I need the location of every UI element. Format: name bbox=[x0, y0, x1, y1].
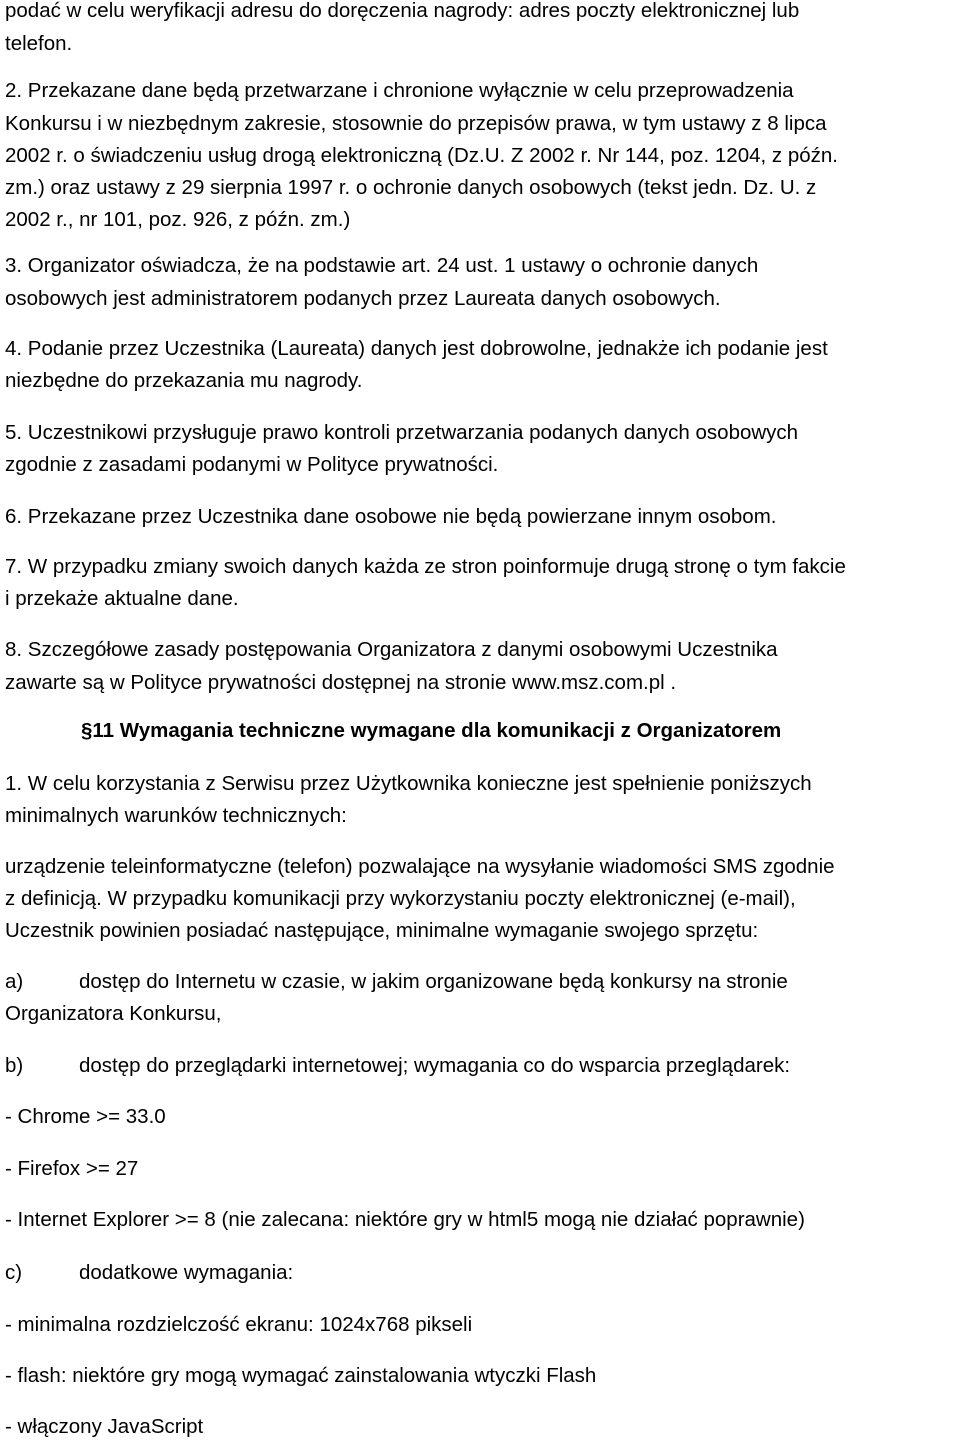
list-item-b bbox=[5, 1053, 790, 1079]
paragraph-line: telefon. bbox=[5, 32, 73, 55]
paragraph-line: Organizatora Konkursu, bbox=[5, 1002, 222, 1025]
paragraph-line: zm.) oraz ustawy z 29 sierpnia 1997 r. o ochronie danych osobowych (tekst jedn. Dz. U. z bbox=[5, 176, 817, 199]
list-label-b: b) bbox=[5, 1054, 24, 1077]
list-label-a: a) bbox=[5, 970, 24, 993]
section-heading: §11 Wymagania techniczne wymagane dla komunikacji z Organizatorem bbox=[81, 719, 782, 742]
paragraph-line: 2. Przekazane dane będą przetwarzane i chronione wyłącznie w celu przeprowadzenia bbox=[5, 79, 794, 102]
paragraph-line: niezbędne do przekazania mu nagrody. bbox=[5, 369, 363, 392]
list-entry: - flash: niektóre gry mogą wymagać zainstalowania wtyczki Flash bbox=[5, 1364, 597, 1387]
list-entry: - włączony JavaScript bbox=[5, 1415, 204, 1438]
paragraph-line: i przekaże aktualne dane. bbox=[5, 587, 239, 610]
list-label-c: c) bbox=[5, 1261, 23, 1284]
list-entry: - minimalna rozdzielczość ekranu: 1024x768 pikseli bbox=[5, 1313, 473, 1336]
paragraph-line: minimalnych warunków technicznych: bbox=[5, 804, 347, 827]
list-item-text: dostęp do przeglądarki internetowej; wymagania co do wsparcia przeglądarek: bbox=[79, 1054, 791, 1077]
list-entry: - Firefox >= 27 bbox=[5, 1157, 139, 1180]
paragraph-line: podać w celu weryfikacji adresu do doręczenia nagrody: adres poczty elektronicznej lub bbox=[5, 0, 800, 22]
paragraph-line: 5. Uczestnikowi przysługuje prawo kontroli przetwarzania podanych danych osobowych bbox=[5, 421, 799, 444]
paragraph-line: osobowych jest administratorem podanych przez Laureata danych osobowych. bbox=[5, 287, 721, 310]
paragraph-line: 1. W celu korzystania z Serwisu przez Użytkownika konieczne jest spełnienie poniższych bbox=[5, 772, 812, 795]
paragraph-line: urządzenie teleinformatyczne (telefon) pozwalające na wysyłanie wiadomości SMS zgodnie bbox=[5, 855, 835, 878]
paragraph-line: 2002 r. o świadczeniu usług drogą elektroniczną (Dz.U. Z 2002 r. Nr 144, poz. 1204, z późn. bbox=[5, 144, 838, 167]
paragraph-line: 2002 r., nr 101, poz. 926, z późn. zm.) bbox=[5, 208, 351, 231]
paragraph-line: 8. Szczegółowe zasady postępowania Organizatora z danymi osobowymi Uczestnika bbox=[5, 638, 778, 661]
paragraph-line: zawarte są w Polityce prywatności dostępnej na stronie www.msz.com.pl . bbox=[5, 671, 677, 694]
list-entry: - Internet Explorer >= 8 (nie zalecana: niektóre gry w html5 mogą nie działać poprawnie) bbox=[5, 1208, 805, 1231]
list-item-text: dodatkowe wymagania: bbox=[79, 1261, 294, 1284]
list-item-a bbox=[5, 969, 788, 995]
paragraph-line: 4. Podanie przez Uczestnika (Laureata) danych jest dobrowolne, jednakże ich podanie jest bbox=[5, 337, 828, 360]
paragraph-line: Uczestnik powinien posiadać następujące, minimalne wymaganie swojego sprzętu: bbox=[5, 919, 759, 942]
paragraph-line: 7. W przypadku zmiany swoich danych każda ze stron poinformuje drugą stronę o tym fakcie bbox=[5, 555, 846, 578]
paragraph-line: zgodnie z zasadami podanymi w Polityce prywatności. bbox=[5, 453, 499, 476]
paragraph-line: 3. Organizator oświadcza, że na podstawie art. 24 ust. 1 ustawy o ochronie danych bbox=[5, 254, 759, 277]
list-item-text: dostęp do Internetu w czasie, w jakim organizowane będą konkursy na stronie bbox=[79, 970, 788, 993]
paragraph-line: z definicją. W przypadku komunikacji przy wykorzystaniu poczty elektronicznej (e-mail), bbox=[5, 887, 796, 910]
list-entry: - Chrome >= 33.0 bbox=[5, 1105, 166, 1128]
list-item-c bbox=[5, 1260, 293, 1286]
paragraph-line: Konkursu i w niezbędnym zakresie, stosownie do przepisów prawa, w tym ustawy z 8 lipca bbox=[5, 112, 827, 135]
paragraph-line: 6. Przekazane przez Uczestnika dane osobowe nie będą powierzane innym osobom. bbox=[5, 505, 777, 528]
